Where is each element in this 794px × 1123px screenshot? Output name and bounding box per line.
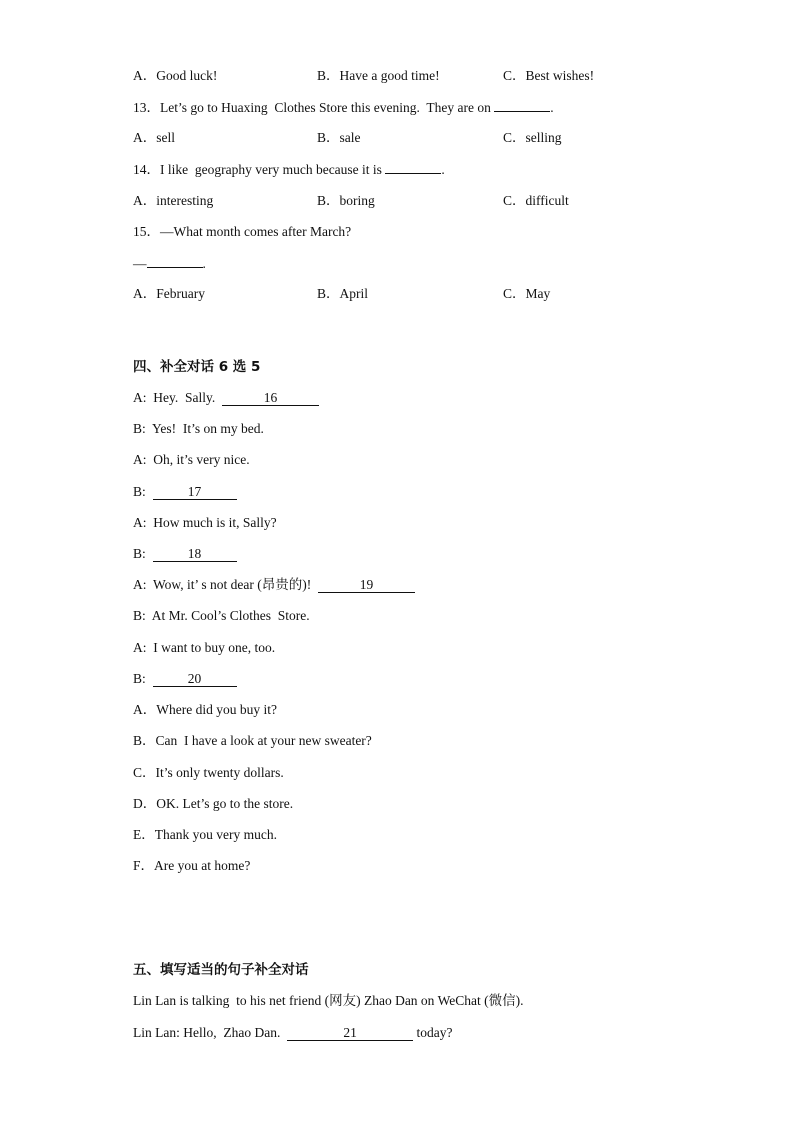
- blank-18[interactable]: 18: [153, 546, 237, 562]
- dialogue-line-3: A: Oh, it’s very nice.: [133, 452, 250, 467]
- q12-option-c: C．Best wishes!: [503, 68, 595, 83]
- dialogue-line-2: B: Yes! It’s on my bed.: [133, 421, 264, 436]
- q15-end: .: [202, 256, 206, 271]
- dialogue-line-4: [133, 483, 237, 501]
- q14-stem: 14．I like geography very much because it is: [133, 162, 386, 177]
- dialogue-text: B:: [133, 546, 153, 561]
- q15-answer-line: [133, 254, 206, 273]
- blank-19[interactable]: 19: [318, 577, 415, 593]
- section4-heading: 四、补全对话 6 选 5: [133, 359, 261, 375]
- dialogue-text: A: Wow, it’ s not dear (昂贵的)!: [133, 577, 319, 592]
- dialogue-text: Lin Lan: Hello, Zhao Dan.: [133, 1025, 288, 1040]
- section5-intro: Lin Lan is talking to his net friend (网友) Zhao Dan on WeChat (微信).: [133, 993, 524, 1008]
- option-e: E．Thank you very much.: [133, 827, 277, 842]
- q15-dash: —: [133, 256, 147, 271]
- dialogue-text: B:: [133, 484, 153, 499]
- q13-question: [133, 98, 554, 117]
- option-b: B．Can I have a look at your new sweater?: [133, 733, 372, 748]
- dialogue-text: A: Hey. Sally.: [133, 390, 222, 405]
- dialogue-line-10: [133, 670, 237, 688]
- q12-option-a: A．Good luck!: [133, 68, 218, 83]
- q15-option-c: C．May: [503, 286, 551, 301]
- blank-20[interactable]: 20: [153, 671, 237, 687]
- q13-option-c: C．selling: [503, 130, 562, 145]
- option-c: C．It’s only twenty dollars.: [133, 765, 284, 780]
- dialogue-line-5: A: How much is it, Sally?: [133, 515, 277, 530]
- option-d: D．OK. Let’s go to the store.: [133, 796, 294, 811]
- q15-option-a: A．February: [133, 286, 205, 301]
- dialogue-text: today?: [413, 1025, 453, 1040]
- dialogue-line-9: A: I want to buy one, too.: [133, 640, 276, 655]
- q14-option-c: C．difficult: [503, 193, 569, 208]
- blank-16[interactable]: 16: [222, 390, 319, 406]
- q15-blank[interactable]: [147, 254, 203, 268]
- q14-end: .: [441, 162, 445, 177]
- section5-heading: 五、填写适当的句子补全对话: [133, 962, 309, 978]
- dialogue-line-6: [133, 545, 237, 563]
- q13-stem: 13．Let’s go to Huaxing Clothes Store this evening. They are on: [133, 100, 495, 115]
- q14-option-b: B．boring: [317, 193, 375, 208]
- section5-line-1: [133, 1024, 452, 1042]
- q13-blank[interactable]: [494, 98, 550, 112]
- dialogue-line-8: B: At Mr. Cool’s Clothes Store.: [133, 608, 310, 623]
- q13-option-b: B．sale: [317, 130, 361, 145]
- q14-question: [133, 160, 445, 179]
- dialogue-line-7: [133, 576, 415, 594]
- q13-end: .: [550, 100, 554, 115]
- blank-17[interactable]: 17: [153, 484, 237, 500]
- option-a: A．Where did you buy it?: [133, 702, 277, 717]
- q15-option-b: B．April: [317, 286, 369, 301]
- q14-option-a: A．interesting: [133, 193, 214, 208]
- q13-option-a: A．sell: [133, 130, 175, 145]
- dialogue-line-1: [133, 389, 319, 407]
- dialogue-text: B:: [133, 671, 153, 686]
- q15-question: 15．—What month comes after March?: [133, 224, 352, 239]
- q12-option-b: B．Have a good time!: [317, 68, 440, 83]
- q14-blank[interactable]: [385, 160, 441, 174]
- option-f: F．Are you at home?: [133, 858, 251, 873]
- blank-21[interactable]: 21: [287, 1025, 413, 1041]
